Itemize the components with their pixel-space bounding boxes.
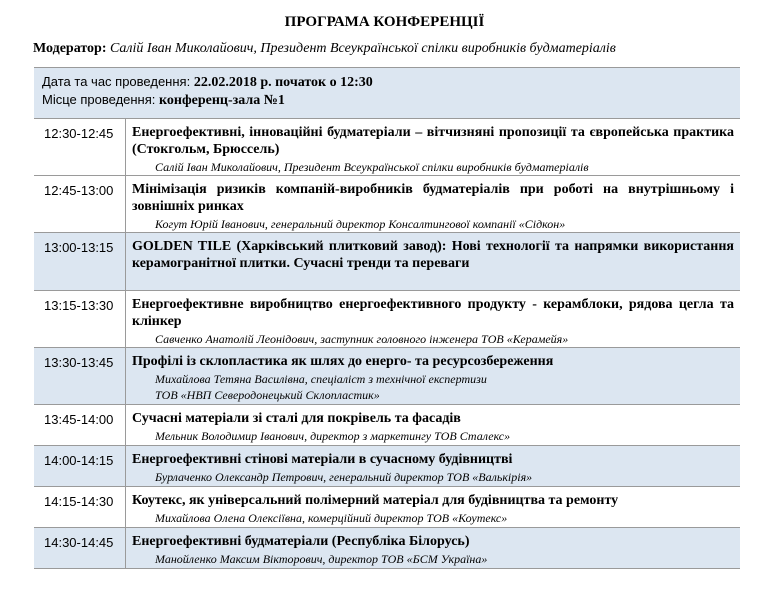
session-speaker-org: ТОВ «НВП Северодонецький Склопластик» <box>155 388 380 402</box>
session-row <box>34 528 740 569</box>
session-speaker: Савченко Анатолій Леонідович, заступник головного інженера ТОВ «Керамейя» <box>155 332 569 346</box>
place-value: конференц-зала №1 <box>159 93 285 108</box>
page-title: ПРОГРАМА КОНФЕРЕНЦІЇ <box>284 14 485 30</box>
date-label: Дата та час проведення: <box>42 74 191 89</box>
moderator-value: Салій Іван Миколайович, Президент Всеукраїнської спілки виробників будматеріалів <box>110 41 616 56</box>
session-time: 14:30-14:45 <box>34 528 126 568</box>
session-desc <box>126 487 740 527</box>
session-topic: Мінімізація ризиків компаній-виробників будматеріалів при роботі на внутрішньому і зовнішніх ринках <box>132 182 734 214</box>
session-speaker: Бурлаченко Олександр Петрович, генеральний директор ТОВ «Валькірія» <box>155 470 533 484</box>
session-desc <box>126 176 740 232</box>
session-desc <box>126 119 740 175</box>
session-desc <box>126 528 740 568</box>
session-time: 12:45-13:00 <box>34 176 126 232</box>
session-row <box>34 487 740 528</box>
session-topic: Енергоефективне виробництво енергоефективного продукту - керамблоки, рядова цегла та клінкер <box>132 297 734 329</box>
session-speaker: Салій Іван Миколайович, Президент Всеукраїнської спілки виробників будматеріалів <box>155 160 589 174</box>
session-speaker: Манойленко Максим Вікторович, директор ТОВ «БСМ Україна» <box>155 552 488 566</box>
session-time: 12:30-12:45 <box>34 119 126 175</box>
place-line <box>42 91 740 109</box>
session-row <box>34 119 740 176</box>
program-table <box>34 67 740 569</box>
session-time: 13:45-14:00 <box>34 405 126 445</box>
session-topic: Енергоефективні стінові матеріали в сучасному будівництві <box>132 452 513 467</box>
moderator-line <box>33 41 753 57</box>
moderator-label: Модератор: <box>33 41 107 56</box>
session-row <box>34 446 740 487</box>
session-speaker: Михайлова Олена Олексіївна, комерційний директор ТОВ «Коутекс» <box>155 511 508 525</box>
session-desc <box>126 405 740 445</box>
session-topic: Коутекс, як універсальний полімерний матеріал для будівництва та ремонту <box>132 493 619 508</box>
session-row <box>34 348 740 405</box>
session-time: 13:30-13:45 <box>34 348 126 404</box>
session-speaker-name: Михайлова Тетяна Василівна, спеціаліст з технічної експертизи <box>155 372 487 386</box>
session-topic: Енергоефективні будматеріали (Республіка Білорусь) <box>132 534 470 549</box>
session-time: 13:00-13:15 <box>34 233 126 290</box>
session-time: 14:15-14:30 <box>34 487 126 527</box>
session-topic: Профілі із склопластика як шлях до енерго- та ресурсозбереження <box>132 354 554 369</box>
session-desc <box>126 291 740 347</box>
session-desc <box>126 446 740 486</box>
session-row <box>34 405 740 446</box>
session-topic: Енергоефективні, інноваційні будматеріали – вітчизняні пропозиції та європейська практика (Стокгольм, Брюссель) <box>132 125 734 157</box>
session-speaker: Когут Юрій Іванович, генеральний директор Консалтингової компанії «Сідкон» <box>155 217 566 231</box>
session-speaker: Мельник Володимир Іванович, директор з маркетингу ТОВ Сталекс» <box>155 429 511 443</box>
event-info <box>34 68 740 119</box>
session-row <box>34 233 740 291</box>
place-label: Місце проведення: <box>42 92 156 107</box>
session-row <box>34 176 740 233</box>
session-desc <box>126 233 740 290</box>
session-time: 14:00-14:15 <box>34 446 126 486</box>
session-topic: GOLDEN TILE (Харківський плитковий завод): Нові технології та напрямки використання керамогранітної плитки. Сучасні тренди та переваги <box>132 239 734 271</box>
date-value: 22.02.2018 р. початок о 12:30 <box>193 75 373 90</box>
date-line <box>42 73 740 91</box>
session-speaker <box>132 371 734 403</box>
session-row <box>34 291 740 348</box>
session-time: 13:15-13:30 <box>34 291 126 347</box>
session-desc <box>126 348 740 404</box>
session-topic: Сучасні матеріали зі сталі для покрівель та фасадів <box>132 411 461 426</box>
